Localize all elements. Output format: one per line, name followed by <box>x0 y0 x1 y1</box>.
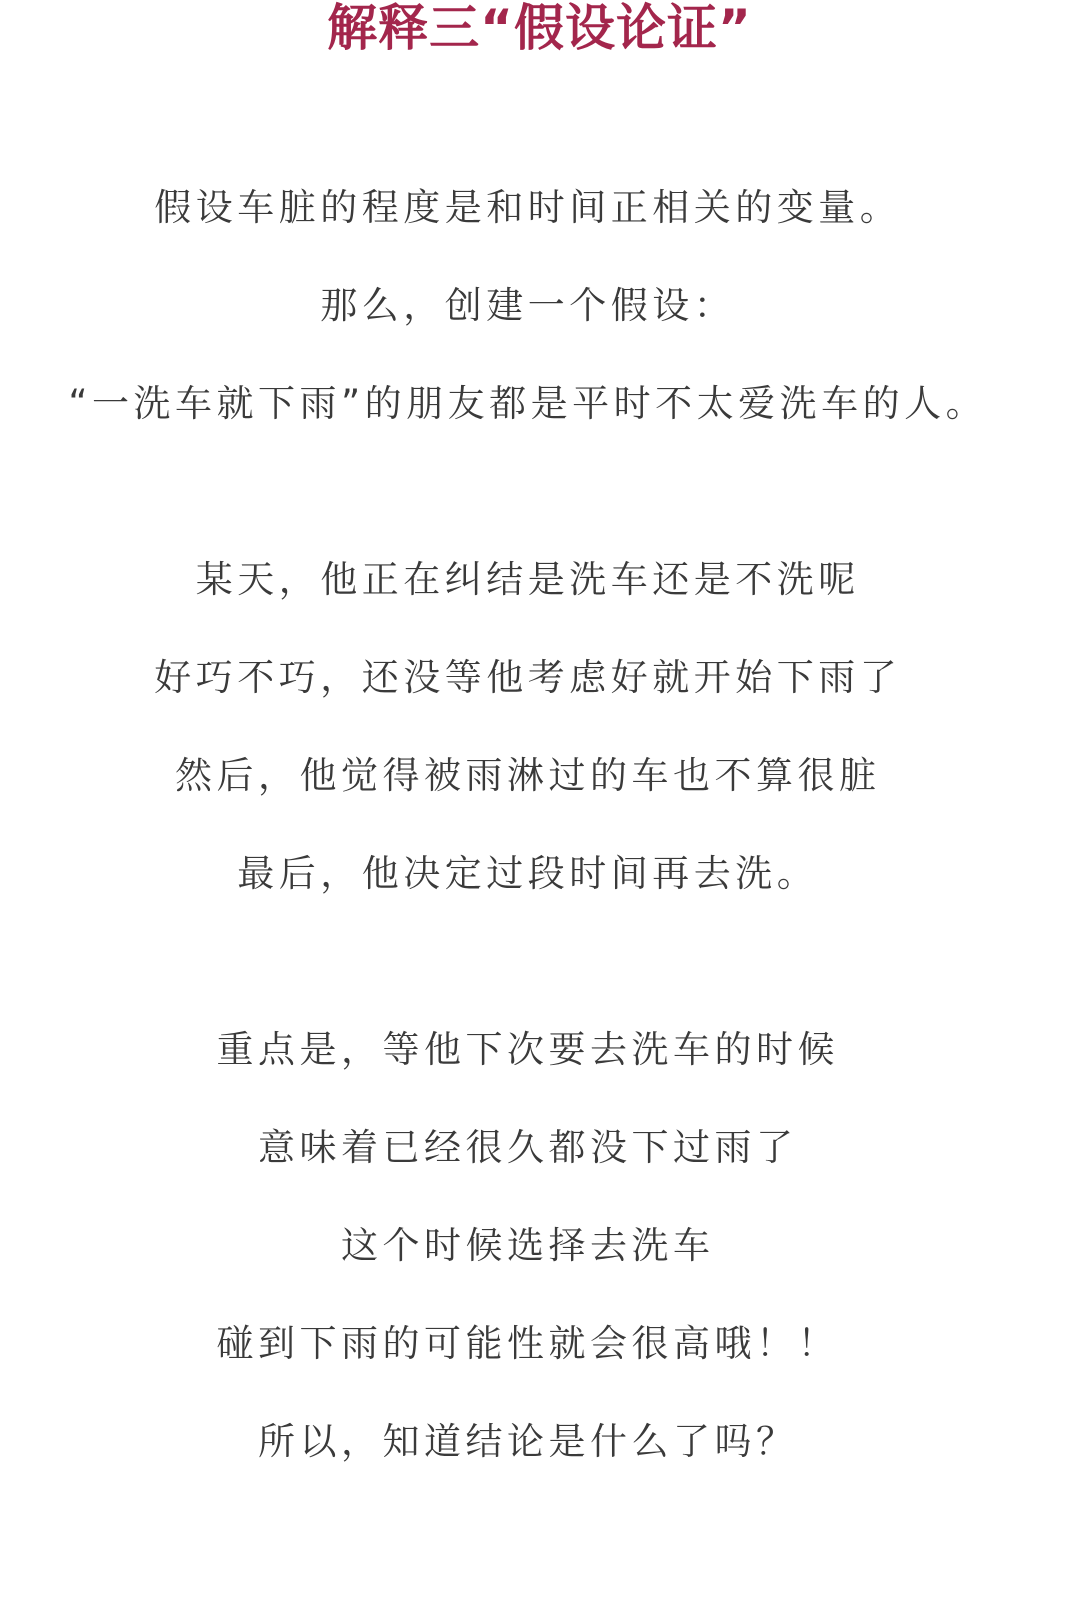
text-line: 那么，创建一个假设： <box>320 284 736 327</box>
section-title: 解释三“假设论证” <box>327 0 752 57</box>
text-line: 某天，他正在纠结是洗车还是不洗呢 <box>195 558 860 601</box>
text-line: 重点是，等他下次要去洗车的时候 <box>216 1028 839 1071</box>
text-line: 碰到下雨的可能性就会很高哦！！ <box>216 1322 839 1365</box>
paragraph-story <box>0 531 1051 923</box>
text-line: 好巧不巧，还没等他考虑好就开始下雨了 <box>154 656 902 699</box>
text-line: 最后，他决定过段时间再去洗。 <box>237 852 819 895</box>
text-line: 然后，他觉得被雨淋过的车也不算很脏 <box>175 754 881 797</box>
article-body <box>0 159 1079 1491</box>
text-line: 假设车脏的程度是和时间正相关的变量。 <box>154 186 902 229</box>
text-line: “一洗车就下雨”的朋友都是平时不太爱洗车的人。 <box>68 382 988 425</box>
text-line: 意味着已经很久都没下过雨了 <box>258 1126 798 1169</box>
paragraph-hypothesis <box>0 159 1051 453</box>
text-line: 这个时候选择去洗车 <box>341 1224 715 1267</box>
paragraph-conclusion <box>0 1001 1051 1491</box>
text-line: 所以，知道结论是什么了吗？ <box>258 1420 798 1463</box>
